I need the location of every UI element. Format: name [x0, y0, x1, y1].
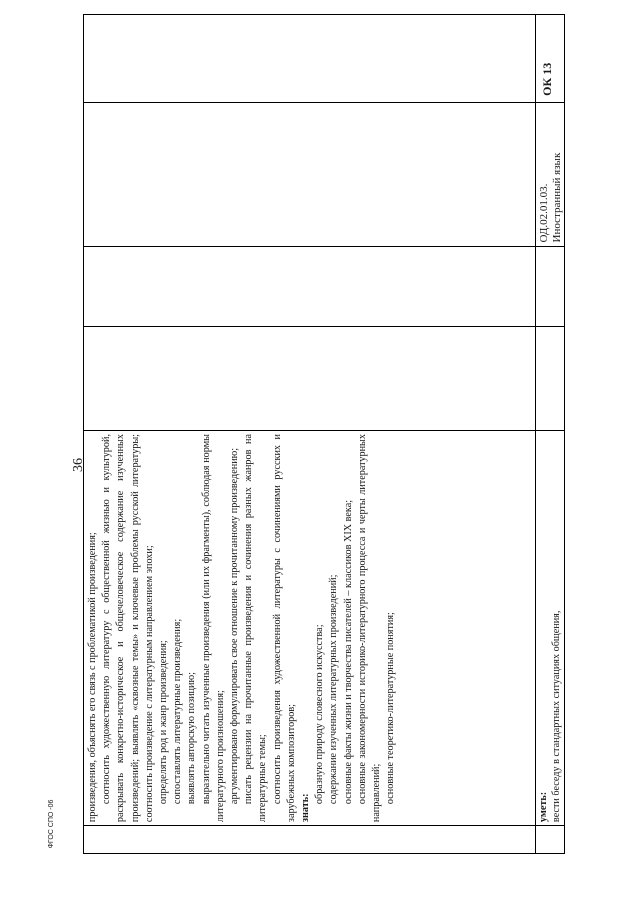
- requirement-line: сопоставлять литературные произведения;: [172, 618, 184, 805]
- discipline-cell: [536, 102, 564, 247]
- skills-heading: уметь:: [538, 791, 549, 823]
- requirement-line: основные закономерности историко-литературного процесса и черты литературных направлений;: [356, 434, 383, 823]
- requirements-cell: [84, 430, 535, 825]
- discipline-name: Иностранный язык: [551, 152, 563, 243]
- table-cell-hours-required: [536, 246, 564, 326]
- requirement-line: произведения, объяснять его связь с проблематикой произведения;: [87, 532, 98, 823]
- requirement-line: основные факты жизни и творчества писателей – классиков XIX века;: [342, 499, 354, 805]
- requirement-line: основные теоретико-литературные понятия;: [385, 612, 397, 805]
- requirement-line: писать рецензии на прочитанные произведения и сочинения разных жанров на литературные темы;: [243, 434, 269, 823]
- requirement-line: соотносить произведения художественной литературы с сочинениями русских и зарубежных композиторов;: [271, 434, 297, 823]
- table-cell-hours: [84, 326, 535, 430]
- table-cell-hours: [536, 326, 564, 430]
- requirement-line: содержание изученных литературных произведений;: [328, 574, 340, 805]
- page-number: 36: [71, 458, 86, 472]
- table-row: [536, 15, 564, 853]
- competence-code: ОК 13: [540, 62, 554, 96]
- table-cell-hours-required: [84, 246, 535, 326]
- document-footer: ФГОС СПО -06: [48, 799, 55, 849]
- table-row: [84, 15, 536, 853]
- requirement-line: образную природу словесного искусства;: [314, 624, 326, 805]
- requirement-line: выявлять авторскую позицию;: [186, 672, 198, 805]
- section-heading: знать:: [300, 793, 312, 823]
- table-cell-code: [84, 102, 535, 247]
- discipline-code: ОД.02.01.03.: [538, 183, 550, 243]
- table-cell-index: [536, 825, 564, 853]
- table-cell-competence: [84, 15, 535, 102]
- requirement-line: аргументировано формулировать свое отношение к прочитанному произведению;: [229, 447, 241, 805]
- requirement-line: определять род и жанр произведения;: [158, 640, 170, 805]
- skills-cell: [536, 430, 564, 825]
- requirement-line: соотносить художественную литературу с общественной жизнью и культурой, раскрывать конкретно-историческое и общечеловеческое содержание изученных произведений; выявлять «сквозные темы» и ключевые проблемы русской литературы; соотносить произведение с литературным направлением эпохи;: [101, 434, 155, 823]
- curriculum-table: [83, 14, 565, 854]
- requirement-line: выразительно читать изученные произведения (или их фрагменты), соблюдая нормы литературного произношения;: [200, 434, 226, 823]
- skills-text: вести беседу в стандартных ситуациях общения,: [551, 610, 562, 823]
- table-cell-index: [84, 825, 535, 853]
